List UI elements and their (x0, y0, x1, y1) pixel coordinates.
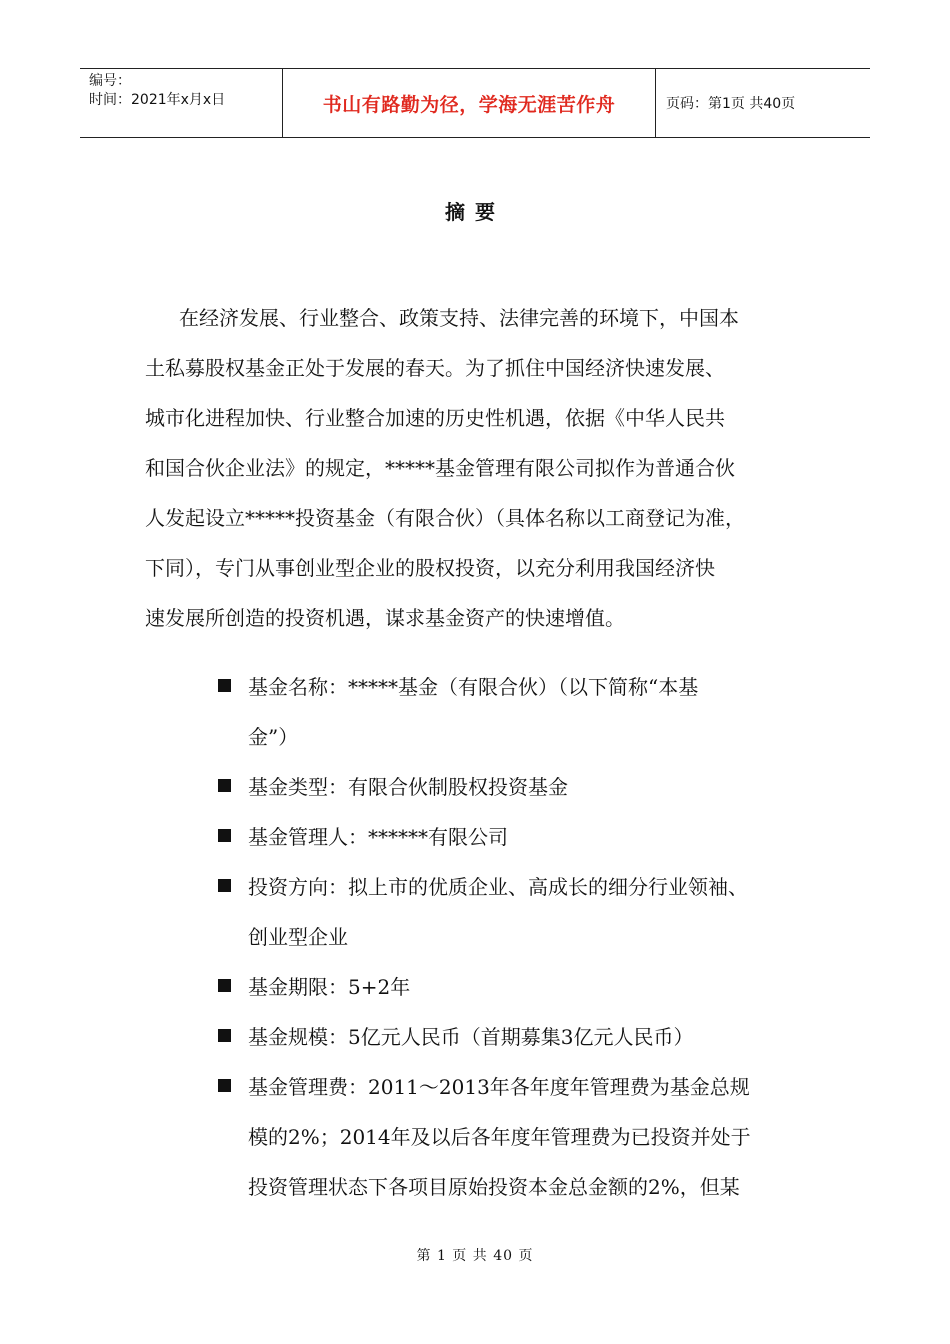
list-item: 基金期限：5+2年 (212, 962, 832, 1012)
list-item: 基金管理费：2011～2013年各年度年管理费为基金总规 模的2%；2014年及以后各年度年管理费为已投资并处于 投资管理状态下各项目原始投资本金总金额的2%，但某 (212, 1062, 832, 1212)
list-item: 基金管理人：******有限公司 (212, 812, 832, 862)
header-page-info: 页码：第1页 共40页 (666, 96, 796, 112)
list-item: 基金类型：有限合伙制股权投资基金 (212, 762, 832, 812)
square-bullet-icon (218, 1079, 231, 1092)
list-item: 基金规模：5亿元人民币（首期募集3亿元人民币） (212, 1012, 832, 1062)
square-bullet-icon (218, 879, 231, 892)
paragraph-line: 在经济发展、行业整合、政策支持、法律完善的环境下，中国本 (179, 306, 739, 330)
list-item: 投资方向：拟上市的优质企业、高成长的细分行业领袖、 创业型企业 (212, 862, 832, 962)
summary-paragraph (145, 293, 815, 643)
paragraph-line: 速发展所创造的投资机遇，谋求基金资产的快速增值。 (145, 606, 625, 630)
header-motto: 书山有路勤为径，学海无涯苦作舟 (283, 69, 656, 137)
document-number-label: 编号： (89, 73, 131, 89)
header-meta-cell (80, 69, 283, 137)
header-table (80, 68, 870, 138)
paragraph-line: 土私募股权基金正处于发展的春天。为了抓住中国经济快速发展、 (145, 356, 725, 380)
page-footer: 第 1 页 共 40 页 (416, 1248, 534, 1264)
paragraph-line: 和国合伙企业法》的规定，*****基金管理有限公司拟作为普通合伙 (145, 456, 735, 480)
square-bullet-icon (218, 1029, 231, 1042)
list-item: 基金名称：*****基金（有限合伙）（以下简称“本基 金”） (212, 662, 832, 762)
square-bullet-icon (218, 979, 231, 992)
square-bullet-icon (218, 779, 231, 792)
square-bullet-icon (218, 829, 231, 842)
paragraph-line: 人发起设立*****投资基金（有限合伙）（具体名称以工商登记为准， (145, 506, 745, 530)
document-date: 时间：2021年x月x日 (89, 92, 226, 108)
square-bullet-icon (218, 679, 231, 692)
paragraph-line: 城市化进程加快、行业整合加速的历史性机遇，依据《中华人民共 (145, 406, 725, 430)
fund-summary-list (212, 662, 832, 1212)
page-title: 摘要 (445, 200, 505, 224)
paragraph-line: 下同），专门从事创业型企业的股权投资，以充分利用我国经济快 (145, 556, 715, 580)
